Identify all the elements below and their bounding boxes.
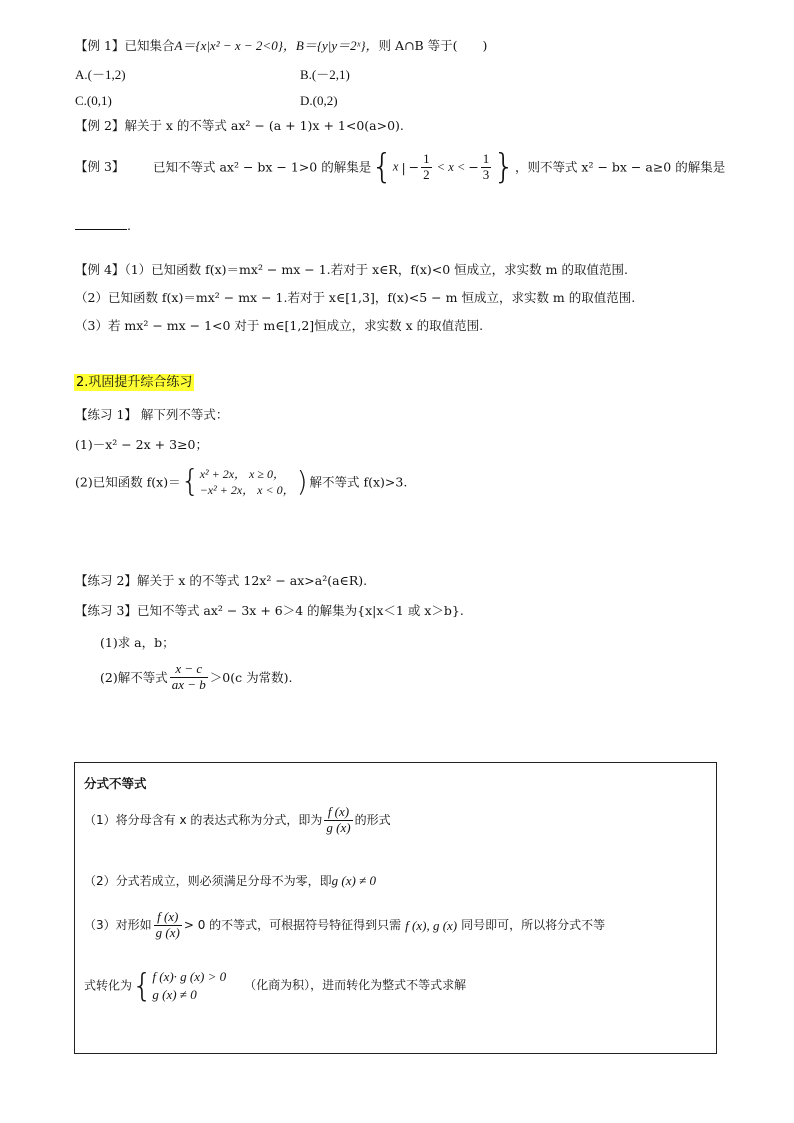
case-brace-icon: { (180, 464, 200, 500)
answer-blank-line (75, 217, 131, 233)
example-1-ask: 则 A∩B 等于( ) (378, 38, 488, 53)
practice-2 (75, 573, 367, 588)
practice-3-q1: (1)求 a，b； (100, 635, 175, 650)
practice-3-q2 (100, 662, 292, 693)
example-3-pre: 已知不等式 ax² − bx − 1>0 的解集是 (153, 159, 372, 175)
system-case-1: f (x)· g (x) > 0 (152, 969, 227, 984)
box-line-2-pre: （2）分式若成立，则必须满足分母不为零，即 (84, 874, 332, 888)
inequality-mid: < x < (436, 159, 466, 174)
right-brace-icon: } (493, 147, 515, 187)
fraction-f-over-g (324, 805, 352, 836)
practice-3-q2-post: ＞0(c 为常数). (209, 669, 293, 685)
box-title: 分式不等式 (84, 776, 147, 791)
fraction-num: x − c (170, 662, 208, 678)
example-4-label: 【例 4】 (75, 262, 125, 277)
practice-2-text: 解关于 x 的不等式 12x² − ax>a²(a∈R). (136, 573, 368, 588)
fraction-den: 2 (423, 166, 430, 182)
left-brace-icon: { (371, 147, 393, 187)
practice-1-q1: (1)－x² − 2x + 3≥0； (75, 437, 208, 452)
case-2: −x² + 2x， x < 0， (199, 483, 295, 498)
example-2 (75, 118, 404, 133)
fraction-xc-over-axb (170, 662, 208, 693)
system-case-2: g (x) ≠ 0 (152, 986, 197, 1002)
fraction-num: f (x) (324, 805, 352, 821)
box-line-2 (84, 873, 376, 889)
option-a: A.(－1,2) (75, 67, 126, 82)
set-bar: | (401, 159, 406, 175)
set-a: A＝{x|x² − x − 2<0}， (174, 38, 296, 53)
piecewise-cases (200, 466, 295, 498)
example-3-label: 【例 3】 (75, 158, 125, 174)
minus-sign-2: − (468, 159, 479, 175)
box-line-3-pre: （3）对形如 (84, 918, 152, 933)
example-4-part-3: （3）若 mx² − mx − 1<0 对于 m∈[1,2]恒成立，求实数 x 的取值范围. (75, 318, 484, 333)
option-b: B.(－2,1) (300, 67, 350, 82)
fraction-one-half (421, 152, 432, 183)
practice-1-intro: 解下列不等式： (140, 407, 229, 422)
fraction-one-third (481, 152, 492, 183)
box-line-3-fg: f (x), g (x) (405, 917, 458, 933)
box-line-3-post: 同号即可，所以将分式不等 (461, 918, 606, 933)
answer-blank (75, 217, 127, 230)
case-close-icon: ) (296, 465, 308, 499)
section-2-title: 2.巩固提升综合练习 (76, 375, 193, 390)
example-1-text: 已知集合 (124, 38, 175, 53)
fraction-den: 3 (482, 166, 490, 182)
practice-3 (75, 603, 464, 618)
practice-3-label: 【练习 3】 (75, 603, 137, 618)
box-line-3-mid: > 0 的不等式，可根据符号特征得到只需 (183, 918, 402, 933)
system-cases (152, 968, 226, 1003)
practice-2-label: 【练习 2】 (75, 573, 137, 588)
practice-1-q2-pre: (2)已知函数 f(x)＝ (75, 474, 181, 490)
fraction-num: 1 (423, 150, 430, 166)
practice-1-label: 【练习 1】 (75, 407, 137, 422)
fraction-f-over-g-2 (154, 910, 182, 941)
box-line-2-math: g (x) ≠ 0 (331, 873, 376, 888)
box-line-4-post: （化商为积），进而转化为整式不等式求解 (244, 978, 467, 993)
fraction-den: g (x) (155, 924, 180, 940)
option-c: C.(0,1) (75, 93, 112, 108)
example-4-part-1 (75, 262, 628, 277)
box-line-1 (84, 805, 391, 836)
example-3-post: ，则不等式 x² − bx − a≥0 的解集是 (514, 159, 726, 175)
practice-3-text: 已知不等式 ax² − 3x + 6＞4 的解集为{x|x＜1 或 x＞b}. (136, 603, 464, 618)
example-4-part-2: （2）已知函数 f(x)＝mx² − mx − 1.若对于 x∈[1,3]，f(x)<5 − m 恒成立，求实数 m 的取值范围. (75, 290, 636, 305)
example-2-text: 解关于 x 的不等式 ax² − (a + 1)x + 1<0(a>0). (124, 118, 404, 133)
fraction-inequality-box (74, 762, 717, 1054)
fraction-den: g (x) (326, 819, 351, 835)
set-var: x (392, 159, 399, 174)
example-3 (75, 147, 726, 187)
box-line-3 (84, 910, 605, 941)
box-line-4 (84, 968, 466, 1003)
practice-1-q2 (75, 466, 407, 498)
box-line-1-pre: （1）将分母含有 x 的表达式称为分式，即为 (84, 813, 323, 828)
example-1-label: 【例 1】 (75, 38, 125, 53)
practice-1-q2-post: 解不等式 f(x)>3. (309, 474, 408, 490)
case-1: x² + 2x， x ≥ 0， (199, 467, 285, 481)
example-4-p1-text: （1）已知函数 f(x)＝mx² − mx − 1.若对于 x∈R，f(x)<0 恒成立，求实数 m 的取值范围. (124, 262, 628, 277)
example-1-stem (75, 38, 487, 54)
fraction-num: 1 (482, 150, 490, 166)
system-brace-icon: { (132, 966, 153, 1005)
example-2-label: 【例 2】 (75, 118, 125, 133)
practice-1 (75, 407, 228, 422)
minus-sign: − (408, 159, 420, 175)
fraction-num: f (x) (154, 910, 182, 926)
fraction-den: ax − b (171, 676, 206, 692)
section-2-heading (74, 374, 194, 391)
set-b: B＝{y|y＝2ˣ}， (295, 38, 379, 53)
box-line-4-pre: 式转化为 (84, 978, 133, 993)
answer-end: . (127, 218, 131, 233)
option-d: D.(0,2) (300, 93, 338, 108)
box-line-1-post: 的形式 (354, 813, 391, 828)
practice-3-q2-pre: (2)解不等式 (100, 669, 168, 685)
